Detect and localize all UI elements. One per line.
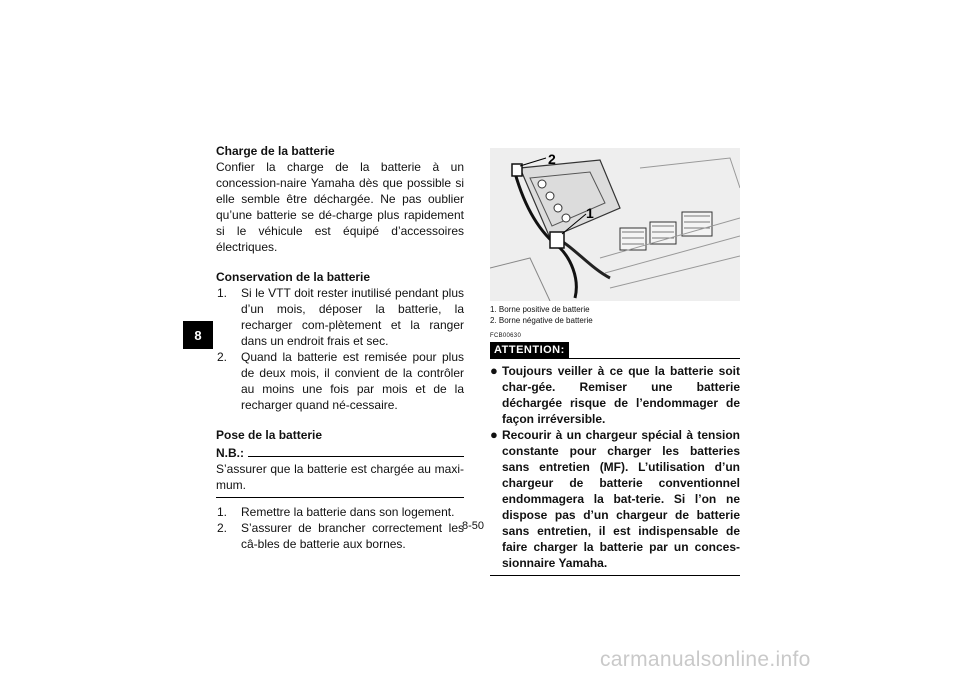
list-item — [216, 285, 464, 349]
warning-list — [490, 363, 740, 571]
list-item — [216, 504, 464, 520]
attention-header — [490, 342, 740, 359]
nb-end-rule — [216, 497, 464, 498]
step-text: Quand la batterie est remisée pour plus de deux mois, il convient de la contrôler au moins une fois par mois et de la recharger quand né-cessaire. — [241, 350, 464, 412]
right-column — [490, 148, 740, 576]
chapter-tab: 8 — [183, 321, 213, 349]
figure-label: 1 — [586, 205, 594, 221]
list-item — [216, 520, 464, 552]
install-title: Pose de la batterie — [216, 428, 323, 442]
warning-text: Toujours veiller à ce que la batterie soit char-gée. Remiser une batterie déchargée risque de l’endommager de façon irréversible. — [502, 364, 740, 426]
storage-steps — [216, 285, 464, 413]
watermark: carmanualsonline.info — [600, 648, 811, 671]
charge-title: Charge de la batterie — [216, 144, 335, 158]
nb-label: N.B.: — [216, 446, 244, 460]
nb-header — [216, 445, 464, 461]
attention-end-rule — [490, 575, 740, 576]
figure-label: 2 — [548, 151, 556, 167]
figure-caption: 1. Borne positive de batterie — [490, 305, 590, 314]
step-number: 2. — [217, 521, 228, 535]
list-item — [490, 363, 740, 427]
page-number: 8-50 — [462, 520, 485, 532]
figure-caption: 2. Borne négative de batterie — [490, 316, 593, 325]
storage-title: Conservation de la batterie — [216, 270, 371, 284]
nb-text: S’assurer que la batterie est chargée au maxi-mum. — [216, 462, 464, 492]
bullet-icon: ● — [490, 363, 498, 378]
left-column — [216, 143, 464, 552]
step-text: S’assurer de brancher correctement les câ-bles de batterie aux bornes. — [241, 521, 464, 551]
bullet-icon: ● — [490, 427, 498, 442]
warning-text: Recourir à un chargeur spécial à tension constante pour charger les batteries sans entretien (MF). L’utilisation d’un chargeur de batterie conventionnel endommagera la bat-terie. Si l’on ne dispose pas d’un chargeur de batterie sans entretien, il est indispensable de faire charger la batterie par un conces-sionnaire Yamaha. — [502, 428, 740, 570]
list-item — [490, 427, 740, 571]
step-text: Remettre la batterie dans son logement. — [241, 505, 455, 519]
step-number: 1. — [217, 505, 228, 519]
step-text: Si le VTT doit rester inutilisé pendant plus d’un mois, déposer la batterie, la recharger com-plètement et la ranger dans un endroit frais et sec. — [241, 286, 464, 348]
reference-code: FCB00630 — [490, 333, 522, 339]
nb-rule — [248, 456, 464, 457]
install-steps — [216, 504, 464, 552]
attention-rule — [569, 342, 740, 359]
step-number: 2. — [217, 350, 228, 364]
charge-text: Confier la charge de la batterie à un concession-naire Yamaha dès que possible si elle semble être déchargée. Ne pas oublier qu’une batterie se dé-charge plus rapidement si le véhicule est équipé d’accessoires électriques. — [216, 160, 464, 254]
battery-figure — [490, 148, 740, 301]
attention-label: ATTENTION: — [490, 342, 569, 359]
battery-photo-illustration — [490, 148, 740, 301]
step-number: 1. — [217, 286, 228, 300]
list-item — [216, 349, 464, 413]
